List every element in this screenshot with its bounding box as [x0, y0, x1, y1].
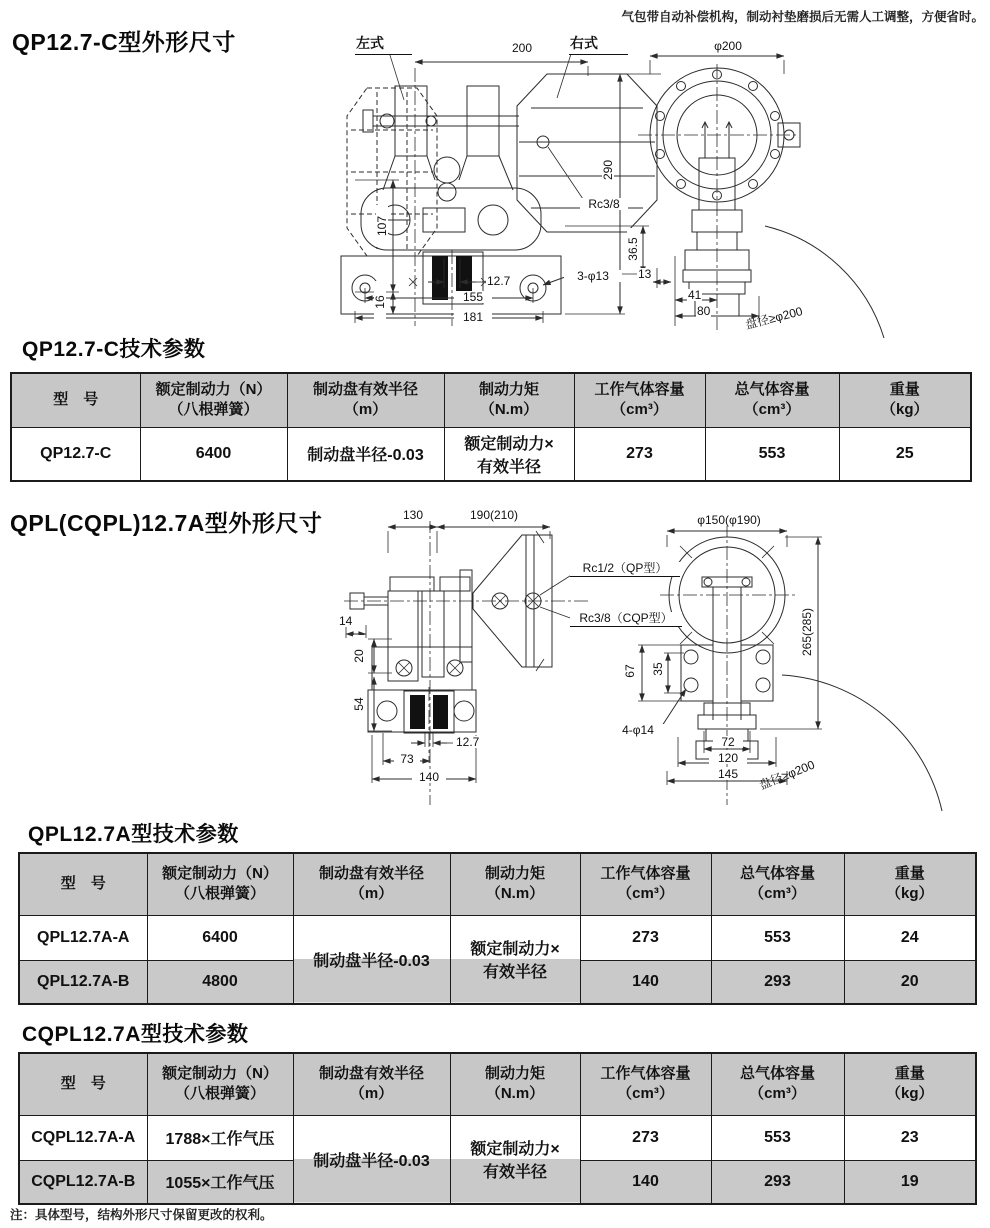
dim-4-holes: 4-φ14	[611, 724, 665, 736]
cqpl-spec-title: CQPL12.7A型技术参数	[22, 1023, 249, 1046]
dim-16: 16	[374, 281, 386, 323]
header-label: （cm³）	[617, 885, 674, 903]
qpl-dim-title: QPL(CQPL)12.7A型外形尺寸	[10, 510, 323, 536]
col-torque	[450, 1053, 580, 1115]
cell-torque-merged	[450, 1115, 580, 1204]
cell-total-vol: 553	[705, 427, 839, 481]
cqpl-spec-table	[18, 1052, 977, 1205]
dim-rc38: Rc3/8	[580, 198, 628, 210]
cell-force: 4800	[147, 960, 293, 1004]
dim-54: 54	[353, 683, 365, 725]
cell-total-vol: 553	[711, 1115, 844, 1160]
cell-line: 额定制动力×	[464, 435, 554, 453]
cell-force: 6400	[147, 915, 293, 960]
right-style-label: 右式	[569, 33, 628, 55]
col-force	[147, 1053, 293, 1115]
cell-line: 额定制动力×	[470, 1141, 560, 1159]
table-header-row	[11, 373, 971, 427]
cell-total-vol: 553	[711, 915, 844, 960]
qpl-spec-title: QPL12.7A型技术参数	[28, 823, 239, 846]
dim-rc12-qp: Rc1/2（QP型）	[570, 562, 680, 577]
col-work-vol	[580, 853, 711, 915]
dim-190-210: 190(210)	[463, 509, 525, 521]
dim-140: 140	[412, 771, 446, 783]
table-header-row	[19, 1053, 976, 1115]
dim-slot-12-7: 12.7	[487, 274, 511, 288]
top-note: 气包带自动补偿机构，制动衬垫磨损后无需人工调整，方便省时。	[621, 10, 984, 24]
col-model	[19, 1053, 147, 1115]
dim-35: 35	[652, 648, 664, 690]
col-torque	[450, 853, 580, 915]
dim-14: 14	[339, 614, 353, 628]
col-model	[11, 373, 140, 427]
qp-drawing-linework	[335, 30, 990, 342]
cell-total-vol: 293	[711, 960, 844, 1004]
header-label: （m）	[349, 1085, 394, 1103]
dim-3-holes: 3-φ13	[564, 270, 622, 282]
header-label: （八根弹簧）	[168, 401, 259, 419]
cell-weight: 24	[844, 915, 976, 960]
header-label: 重量	[894, 1065, 925, 1082]
col-weight	[839, 373, 971, 427]
bottom-note: 注：具体型号，结构外形尺寸保留更改的权利。	[10, 1208, 273, 1222]
col-total-vol	[711, 1053, 844, 1115]
cell-radius-merged: 制动盘半径-0.03	[293, 1115, 450, 1204]
col-work-vol	[574, 373, 705, 427]
header-label: （m）	[343, 401, 388, 419]
dim-145: 145	[707, 768, 749, 780]
header-label: （八根弹簧）	[174, 885, 265, 903]
header-label: 型 号	[60, 1075, 106, 1093]
header-label: 制动盘有效半径	[312, 381, 418, 398]
cell-model: CQPL12.7A-A	[19, 1115, 147, 1160]
cell-weight: 23	[844, 1115, 976, 1160]
cell-torque	[444, 427, 574, 481]
dim-73: 73	[394, 753, 420, 765]
header-label: 工作气体容量	[594, 381, 685, 398]
dim-36-5: 36.5	[627, 228, 639, 270]
table-row	[11, 427, 971, 481]
cell-line: 有效半径	[482, 1164, 547, 1182]
cell-force: 6400	[140, 427, 287, 481]
header-label: （cm³）	[743, 401, 801, 419]
header-label: 制动力矩	[478, 381, 539, 398]
dim-107: 107	[376, 205, 388, 247]
table-row	[19, 1115, 976, 1160]
cell-line: 额定制动力×	[470, 941, 560, 959]
qp-spec-table	[10, 372, 972, 482]
header-label: 重量	[889, 381, 920, 398]
header-label: 总气体容量	[739, 865, 815, 882]
header-label: （kg）	[885, 1085, 934, 1103]
header-label: （cm³）	[611, 401, 668, 419]
qp-dim-title: QP12.7-C型外形尺寸	[12, 29, 236, 55]
cell-model: CQPL12.7A-B	[19, 1160, 147, 1204]
table-row	[19, 915, 976, 960]
header-label: 总气体容量	[739, 1065, 815, 1082]
header-label: （m）	[349, 885, 394, 903]
dim-290: 290	[602, 149, 614, 191]
cell-model: QPL12.7A-A	[19, 915, 147, 960]
dim-155: 155	[454, 291, 492, 303]
cell-weight: 25	[839, 427, 971, 481]
header-label: （N.m）	[485, 885, 545, 903]
header-label: 型 号	[53, 391, 99, 409]
header-label: 额定制动力（N）	[162, 1065, 278, 1082]
header-label: （N.m）	[485, 1085, 545, 1103]
cell-work-vol: 273	[580, 915, 711, 960]
qpl-dimension-drawing	[330, 505, 990, 815]
dim-130: 130	[392, 509, 434, 521]
header-label: 型 号	[60, 875, 106, 893]
dim-dia150-190: φ150(φ190)	[684, 514, 774, 526]
header-label: 制动力矩	[484, 865, 545, 882]
cell-force: 1788×工作气压	[147, 1115, 293, 1160]
dim-slot-12-7: 12.7	[456, 735, 480, 749]
cell-torque-merged	[450, 915, 580, 1004]
header-label: （cm³）	[749, 1085, 806, 1103]
cell-work-vol: 273	[574, 427, 705, 481]
dim-41: 41	[688, 288, 702, 302]
cell-total-vol: 293	[711, 1160, 844, 1204]
col-work-vol	[580, 1053, 711, 1115]
dim-dia200: φ200	[703, 40, 753, 52]
col-total-vol	[705, 373, 839, 427]
header-label: 制动盘有效半径	[318, 1065, 424, 1082]
header-label: 制动盘有效半径	[318, 865, 424, 882]
dim-rc38-cqp: Rc3/8（CQP型）	[570, 612, 682, 627]
cell-weight: 19	[844, 1160, 976, 1204]
cell-radius: 制动盘半径-0.03	[287, 427, 444, 481]
col-force	[147, 853, 293, 915]
header-label: （cm³）	[749, 885, 806, 903]
cell-weight: 20	[844, 960, 976, 1004]
header-label: （kg）	[885, 885, 934, 903]
qp-spec-title: QP12.7-C技术参数	[22, 338, 206, 361]
cell-radius-merged: 制动盘半径-0.03	[293, 915, 450, 1004]
header-label: 重量	[894, 865, 925, 882]
header-label: 额定制动力（N）	[155, 381, 272, 398]
qpl-spec-table	[18, 852, 977, 1005]
cell-line: 有效半径	[482, 964, 547, 982]
cell-force: 1055×工作气压	[147, 1160, 293, 1204]
header-label: 工作气体容量	[600, 865, 691, 882]
col-radius	[293, 853, 450, 915]
dim-67: 67	[624, 650, 636, 692]
cell-work-vol: 140	[580, 1160, 711, 1204]
dim-80: 80	[697, 304, 711, 318]
cell-model: QPL12.7A-B	[19, 960, 147, 1004]
col-radius	[287, 373, 444, 427]
header-label: （kg）	[880, 401, 929, 419]
col-weight	[844, 1053, 976, 1115]
header-label: 总气体容量	[734, 381, 810, 398]
dim-72: 72	[713, 736, 743, 748]
col-model	[19, 853, 147, 915]
col-force	[140, 373, 287, 427]
header-label: （八根弹簧）	[174, 1085, 265, 1103]
cell-model: QP12.7-C	[11, 427, 140, 481]
dim-181: 181	[454, 311, 492, 323]
table-header-row	[19, 853, 976, 915]
header-label: 制动力矩	[484, 1065, 545, 1082]
dim-200: 200	[503, 42, 541, 54]
col-torque	[444, 373, 574, 427]
left-style-label: 左式	[355, 33, 412, 55]
header-label: （cm³）	[617, 1085, 674, 1103]
cell-line: 有效半径	[476, 458, 541, 476]
header-label: （N.m）	[479, 401, 539, 419]
cell-work-vol: 140	[580, 960, 711, 1004]
header-label: 额定制动力（N）	[162, 865, 278, 882]
dim-265-285: 265(285)	[801, 591, 813, 673]
header-label: 工作气体容量	[600, 1065, 691, 1082]
dim-13: 13	[638, 267, 652, 281]
col-radius	[293, 1053, 450, 1115]
dim-disc-diameter: 盘径≥φ200	[743, 304, 805, 332]
col-weight	[844, 853, 976, 915]
qp-dimension-drawing	[335, 30, 990, 342]
dim-120: 120	[709, 752, 747, 764]
col-total-vol	[711, 853, 844, 915]
dim-20: 20	[353, 635, 365, 677]
cell-work-vol: 273	[580, 1115, 711, 1160]
dim-disc-diameter: 盘径≥φ200	[757, 757, 817, 793]
